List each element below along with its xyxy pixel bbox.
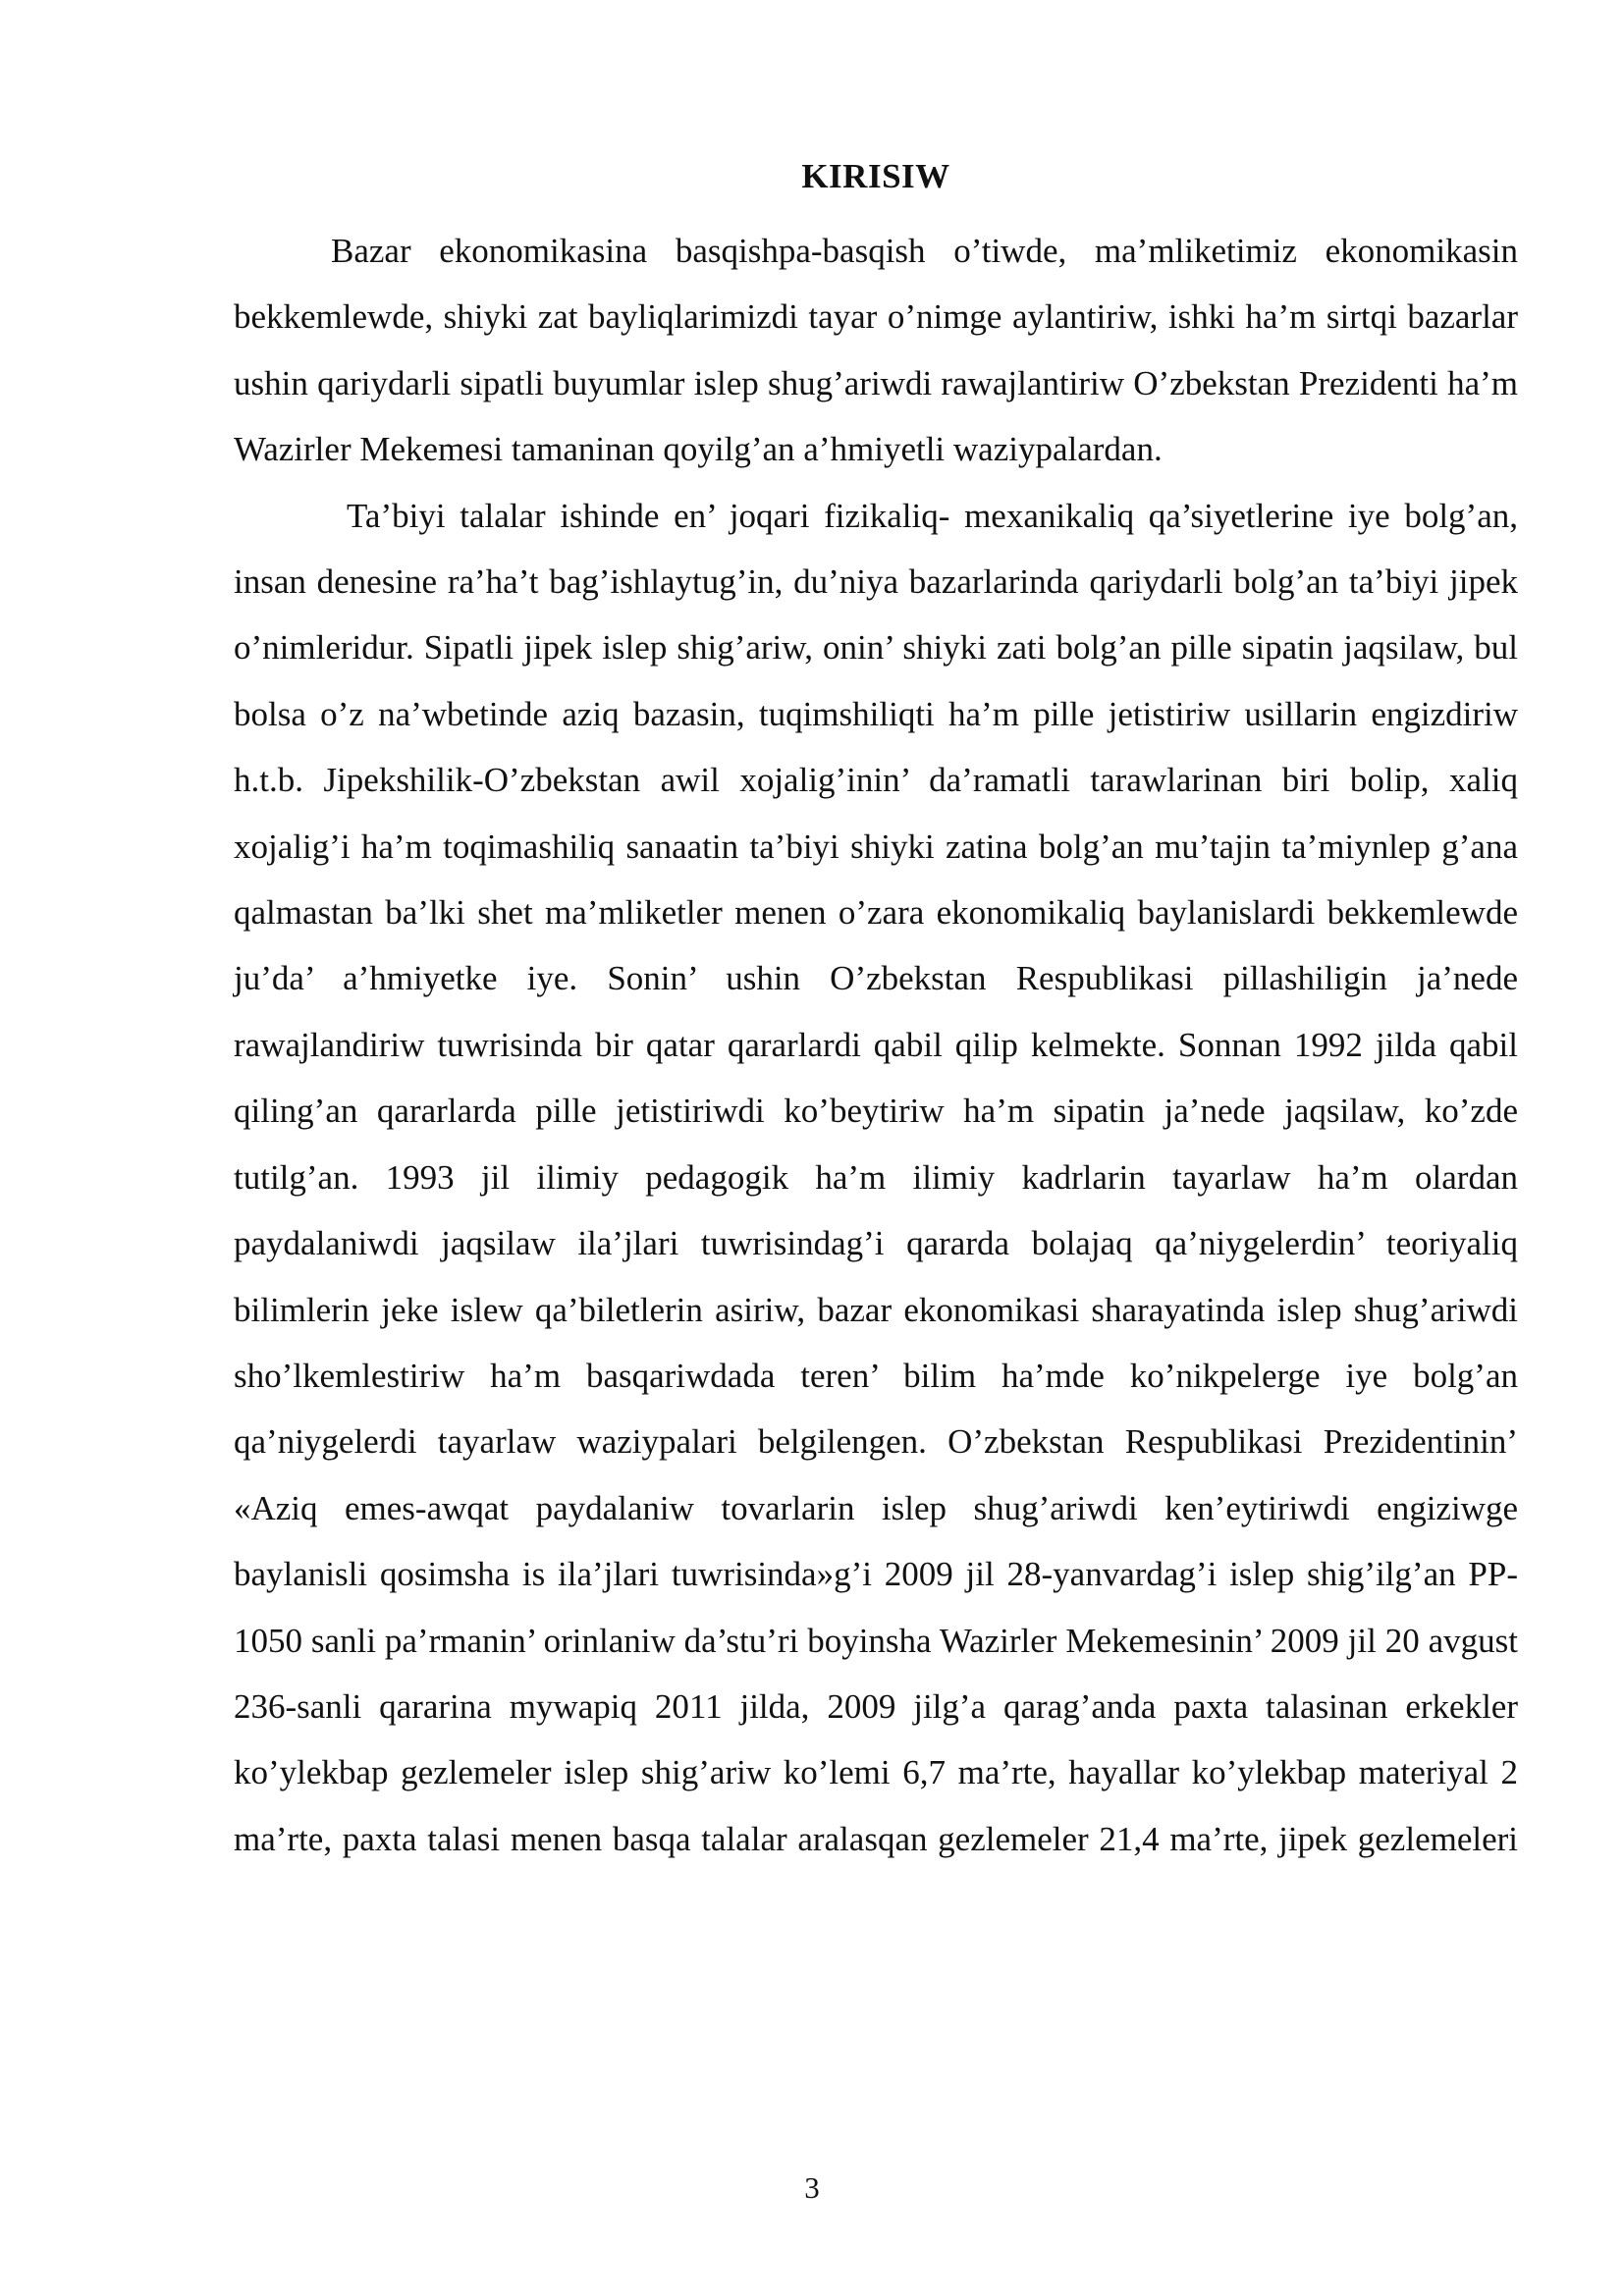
document-page bbox=[234, 147, 1518, 1872]
paragraph-body: Ta’biyi talalar ishinde en’ joqari fizikaliq- mexanikaliq qa’siyetlerine iye bolg’an, insan denesine ra’ha’t bag’ishlaytug’in, du’niya bazarlarinda qariydarli bolg’an ta’biyi jipek o’nimleridur. Sipatli jipek islep shig’ariw, onin’ shiyki zati bolg’an pille sipatin jaqsilaw, bul bolsa o’z na’wbetinde aziq bazasin, tuqimshiliqti ha’m pille jetistiriw usillarin engizdiriw h.t.b. Jipekshilik-O’zbekstan awil xojalig’inin’ da’ramatli tarawlarinan biri bolip, xaliq xojalig’i ha’m toqimashiliq sanaatin ta’biyi shiyki zatina bolg’an mu’tajin ta’miynlep g’ana qalmastan ba’lki shet ma’mliketler menen o’zara ekonomikaliq baylanislardi bekkemlewde ju’da’ a’hmiyetke iye. Sonin’ ushin O’zbekstan Respublikasi pillashiligin ja’nede rawajlandiriw tuwrisinda bir qatar qararlardi qabil qilip kelmekte. Sonnan 1992 jilda qabil qiling’an qararlarda pille jetistiriwdi ko’beytiriw ha’m sipatin ja’nede jaqsilaw, ko’zde tutilg’an. 1993 jil ilimiy pedagogik ha’m ilimiy kadrlarin tayarlaw ha’m olardan paydalaniwdi jaqsilaw ila’jlari tuwrisindag’i qararda bolajaq qa’niygelerdin’ teoriyaliq bilimlerin jeke islew qa’biletlerin asiriw, bazar ekonomikasi sharayatinda islep shug’ariwdi sho’lkemlestiriw ha’m basqariwdada teren’ bilim ha’mde ko’nikpelerge iye bolg’an qa’niygelerdi tayarlaw waziypalari belgilengen. O’zbekstan Respublikasi Prezidentinin’ «Aziq emes-awqat paydalaniw tovarlarin islep shug’ariwdi ken’eytiriwdi engiziwge baylanisli qosimsha is ila’jlari tuwrisinda»g’i 2009 jil 28-yanvardag’i islep shig’ilg’an PP-1050 sanli pa’rmanin’ orinlaniw da’stu’ri boyinsha Wazirler Mekemesinin’ 2009 jil 20 avgust 236-sanli qararina mywapiq 2011 jilda, 2009 jilg’a qarag’anda paxta talasinan erkekler ko’ylekbap gezlemeler islep shig’ariw ko’lemi 6,7 ma’rte, hayallar ko’ylekbap materiyal 2 ma’rte, paxta talasi menen basqa talalar aralasqan gezlemeler 21,4 ma’rte, jipek gezlemeleri bbox=[234, 496, 1518, 1858]
document-title: KIRISIW bbox=[801, 157, 950, 195]
paragraph-intro: Bazar ekonomikasina basqishpa-basqish o’tiwde, ma’mliketimiz ekonomikasin bekkemlewde, shiyki zat bayliqlarimizdi tayar o’nimge aylantiriw, ishki ha’m sirtqi bazarlar ushin qariydarli sipatli buyumlar islep shug’ariwdi rawajlantiriw O’zbekstan Prezidenti ha’m Wazirler Mekemesi tamaninan qoyilg’an a’hmiyetli waziypalardan. bbox=[234, 232, 1518, 469]
page-number: 3 bbox=[804, 2170, 820, 2205]
